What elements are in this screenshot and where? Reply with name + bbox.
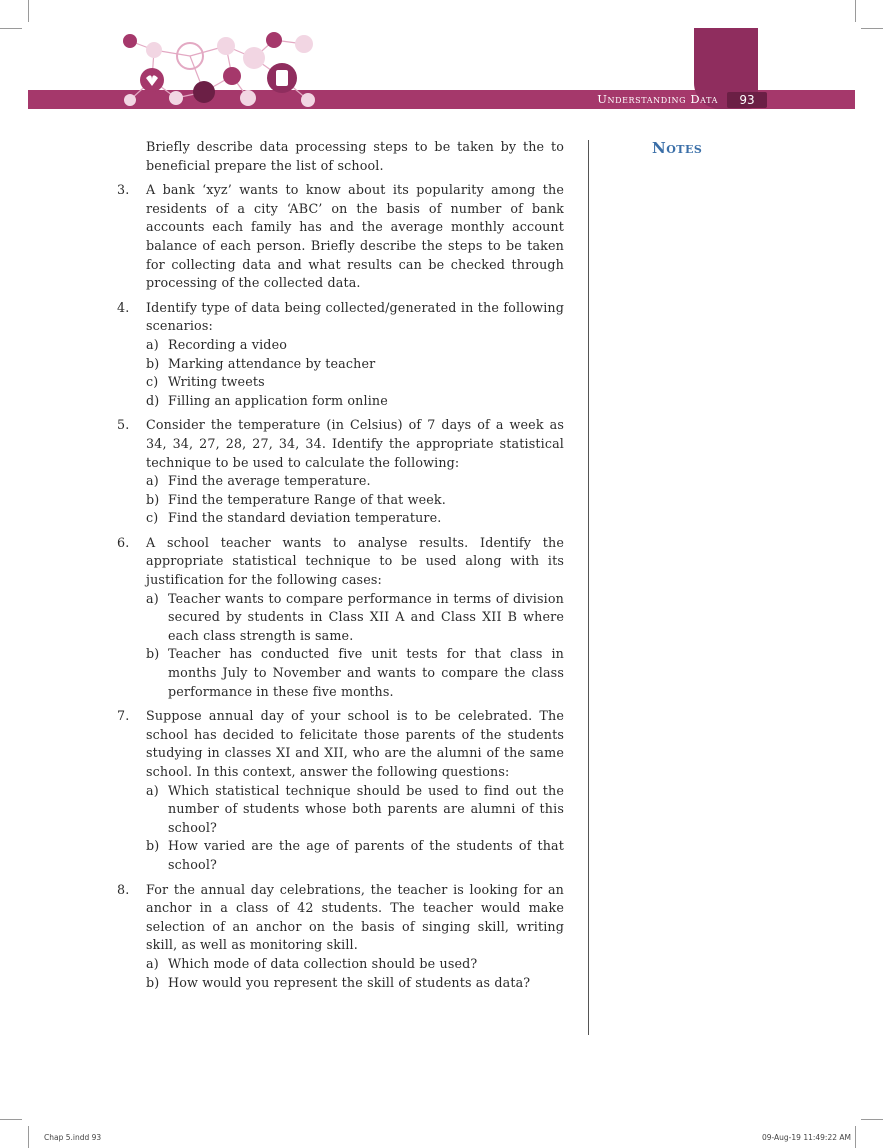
sub-question: [146, 955, 564, 974]
crop-mark: [861, 1119, 883, 1120]
sub-question-label: a): [146, 473, 159, 489]
question-item: [117, 881, 564, 993]
sub-question-label: a): [146, 336, 159, 352]
question-number: 5.: [117, 417, 130, 433]
question-text: A bank ‘xyz’ wants to know about its popularity among the residents of a city ‘ABC’ on the basis of number of bank accounts each family has and the average monthly account balance of each person. Briefly describe the steps to be taken for collecting data and what results can be checked through processing of the collected data.: [146, 182, 564, 291]
sub-question-text: Teacher wants to compare performance in terms of division secured by students in Class XII A and Class XII B where each class strength is same.: [168, 590, 564, 643]
sub-question-text: Find the temperature Range of that week.: [168, 491, 446, 507]
sub-question: [146, 590, 564, 646]
sub-question: [146, 782, 564, 838]
question-item: [117, 299, 564, 411]
crop-mark: [0, 28, 22, 29]
question-item: [117, 534, 564, 701]
question-number: 8.: [117, 881, 130, 897]
sub-question-label: b): [146, 838, 160, 854]
sub-question-text: Find the average temperature.: [168, 473, 371, 489]
crop-mark: [0, 1119, 22, 1120]
column-divider: [588, 140, 589, 1035]
sub-question: [146, 472, 564, 491]
question-number: 4.: [117, 299, 130, 315]
question-number: 6.: [117, 534, 130, 550]
question-item: [117, 181, 564, 293]
sub-question: [146, 509, 564, 528]
footer-file: Chap 5.indd 93: [44, 1133, 102, 1142]
crop-mark: [28, 1126, 29, 1148]
sub-question-label: a): [146, 955, 159, 971]
crop-mark: [855, 1126, 856, 1148]
question-number: 3.: [117, 182, 130, 198]
sub-question-text: Which statistical technique should be used to find out the number of students whose both parents are alumni of this school?: [168, 782, 564, 835]
question-body: [146, 707, 564, 874]
question-body: [146, 881, 564, 993]
social-network-illustration: [118, 28, 328, 110]
question-item: [117, 416, 564, 528]
question-text: Suppose annual day of your school is to be celebrated. The school has decided to felicitate those parents of the students studying in classes XI and XII, who are the alumni of the same school. In this context, answer the following questions:: [146, 708, 564, 779]
question-text: Identify type of data being collected/generated in the following scenarios:: [146, 299, 564, 334]
question-body: [146, 416, 564, 528]
sub-question-label: b): [146, 355, 160, 371]
sub-question: [146, 355, 564, 374]
page-number: 93: [727, 92, 767, 108]
sub-question: [146, 645, 564, 701]
intro-paragraph: Briefly describe data processing steps to be taken by the to beneficial prepare the list of school.: [146, 139, 564, 173]
sub-question-label: a): [146, 782, 159, 798]
sub-question: [146, 336, 564, 355]
sub-question-label: a): [146, 590, 159, 606]
sub-question-label: b): [146, 974, 160, 990]
sub-question-text: How would you represent the skill of students as data?: [168, 974, 531, 990]
sub-question-label: d): [146, 392, 160, 408]
question-text: For the annual day celebrations, the teacher is looking for an anchor in a class of 42 students. The teacher would make selection of an anchor on the basis of singing skill, writing skill, as well as monitoring skill.: [146, 881, 564, 953]
question-item: [117, 707, 564, 874]
question-number: 7.: [117, 708, 130, 724]
notes-label: Notes: [652, 139, 703, 157]
sub-question-text: Marking attendance by teacher: [168, 355, 376, 371]
sub-question-text: Writing tweets: [168, 374, 265, 390]
sub-question-label: b): [146, 646, 160, 662]
sub-question-text: Teacher has conducted five unit tests for that class in months July to November and wants to compare the class performance in these five months.: [168, 646, 564, 699]
question-list: [117, 138, 564, 998]
sub-question: [146, 392, 564, 411]
sub-question-text: How varied are the age of parents of the students of that school?: [168, 838, 564, 872]
sub-question-label: c): [146, 374, 159, 390]
sub-question-label: c): [146, 510, 159, 526]
sub-question: [146, 373, 564, 392]
sub-question-text: Find the standard deviation temperature.: [168, 510, 442, 526]
footer-timestamp: 09-Aug-19 11:49:22 AM: [761, 1133, 851, 1142]
question-text: A school teacher wants to analyse results. Identify the appropriate statistical technique to be used along with its justification for the following cases:: [146, 534, 564, 588]
crop-mark: [855, 0, 856, 22]
question-body: [146, 534, 564, 701]
sub-question-text: Recording a video: [168, 336, 288, 352]
question-body: [146, 181, 564, 293]
question-text: Consider the temperature (in Celsius) of 7 days of a week as 34, 34, 27, 28, 27, 34, 34. Identify the appropriate statistical technique to be used to calculate the following:: [146, 417, 564, 470]
sub-question: [146, 837, 564, 874]
sub-question-text: Which mode of data collection should be used?: [168, 955, 478, 971]
crop-mark: [861, 28, 883, 29]
section-title: Understanding Data: [597, 92, 718, 106]
sub-question: [146, 491, 564, 510]
crop-mark: [28, 0, 29, 22]
sub-question-label: b): [146, 491, 160, 507]
question-body: [146, 299, 564, 411]
sub-question-text: Filling an application form online: [168, 392, 388, 408]
sub-question: [146, 974, 564, 993]
